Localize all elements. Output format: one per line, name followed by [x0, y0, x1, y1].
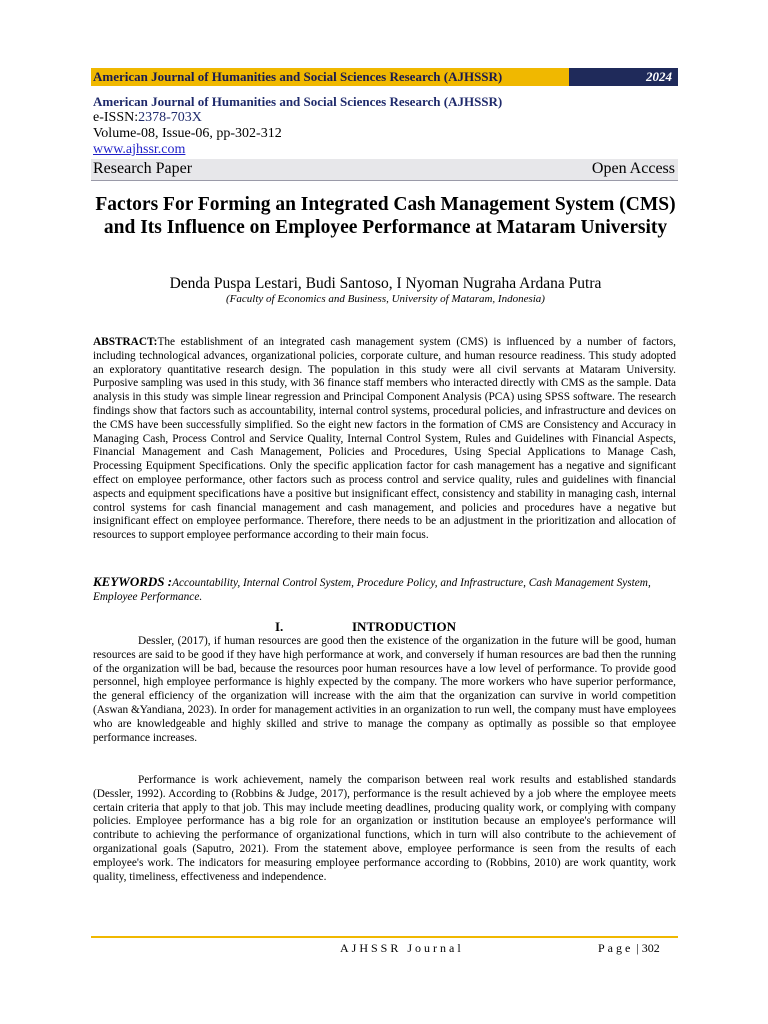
meta-issn — [93, 110, 678, 126]
footer-journal: AJHSSR Journal — [340, 941, 464, 955]
header-year: 2024 — [646, 69, 672, 84]
journal-meta — [93, 94, 678, 158]
author-affiliation: (Faculty of Economics and Business, University of Mataram, Indonesia) — [226, 293, 545, 305]
issn-value: 2378-703X — [138, 110, 202, 125]
section-number: I. — [275, 619, 284, 634]
keywords — [93, 575, 676, 604]
header-journal-name: American Journal of Humanities and Social Sciences Research (AJHSSR) — [93, 69, 503, 84]
website-link[interactable]: www.ajhssr.com — [93, 142, 186, 157]
keywords-label: KEYWORDS : — [93, 574, 173, 589]
issn-label: e-ISSN: — [93, 110, 139, 125]
abstract-label: ABSTRACT: — [93, 336, 158, 348]
footer-page-label: Page — [598, 941, 634, 955]
abstract-text: The establishment of an integrated cash management system (CMS) is influenced by a number of factors, including technological advances, organizational policies, corporate culture, and human resource readiness. This study adopted an exploratory quantitative research design. The population in this study were all civil servants at Mataram University. Purposive sampling was used in this study, with 36 finance staff members who interacted directly with CMS as the sample. Data analysis in this study was simple linear regression and Principal Component Analysis (PCA) using SPSS software. The research findings show that factors such as accountability, internal control systems, procedural policies, and infrastructure and devices on the CMS have been successfully simplified. So the eight new factors in the formation of CMS are Consistency and Accuracy in Managing Cash, Process Control and Service Quality, Internal Control System, Rules and Guidelines with Financial Aspects, Financial Management and Cash Management, Policies and Procedures, Using Special Applications to Manage Cash, Processing Equipment Specifications. Only the specific application factor for cash management has a negative and significant effect on employee performance, other factors such as process control and service quality, rules and guidelines with financial aspects and equipment specifications have a positive but insignificant effect, consistency and stability in managing cash, internal control systems for cash financial management and cash management, and policies and procedures have a negative but insignificant effect on employee performance. Therefore, there needs to be an adjustment in the prioritization and allocation of resources to support employee performance according to their main focus. — [93, 336, 676, 542]
meta-volume: Volume-08, Issue-06, pp-302-312 — [93, 126, 282, 141]
keywords-text: Accountability, Internal Control System, Procedure Policy, and Infrastructure, Cash Management System, Employee Performance. — [93, 577, 651, 603]
paper-title: Factors For Forming an Integrated Cash Management System (CMS) and Its Influence on Employee Performance at Mataram University — [95, 194, 676, 238]
paper-type-label: Research Paper — [93, 160, 193, 177]
body-paragraph: Performance is work achievement, namely the comparison between real work results and established standards (Dessler, 1992). According to (Robbins & Judge, 2017), performance is the result achieved by a job where the employee meets certain criteria that apply to that job. This may include meeting deadlines, producing quality work, or complying with company policies. Employee performance has a big role for an organization or institution because an employee's performance will contribute to achieving the performance of organizational functions, which in turn will also contribute to the achievement of organizational goals (Saputro, 2021). From the statement above, employee performance is seen from the results of each employee's work. The indicators for measuring employee performance according to (Robbins, 2010) are work quantity, work quality, timeliness, effectiveness and independence. — [93, 774, 676, 883]
body-paragraph: Dessler, (2017), if human resources are good then the existence of the organization in the future will be good, human resources are said to be good if they have high performance at work, and conversely if human resources are bad then the running of the organization will be bad, because the resources poor human resources have a low level of performance. To provide good personnel, high employee performance is highly expected by the company. The more workers who have superior performance, the general efficiency of the organization will increase with the aim that the organization can survive in world competition (Aswan &Yandiana, 2023). In order for management activities in an organization to run well, the company must have employees who are knowledgeable and highly skilled and strive to manage the company as optimally as possible so that employee performance increases. — [93, 635, 676, 744]
footer-rule — [91, 936, 678, 938]
abstract — [93, 336, 676, 543]
footer-page-number: 302 — [641, 941, 660, 955]
meta-journal-name: American Journal of Humanities and Social Sciences Research (AJHSSR) — [93, 94, 503, 109]
section-title: INTRODUCTION — [352, 619, 457, 634]
paper-authors: Denda Puspa Lestari, Budi Santoso, I Nyoman Nugraha Ardana Putra — [169, 275, 602, 292]
footer-page: Page | 302 — [598, 941, 660, 955]
access-type-label: Open Access — [591, 160, 675, 177]
journal-header-bar — [91, 68, 678, 86]
paper-type-bar — [91, 159, 678, 181]
